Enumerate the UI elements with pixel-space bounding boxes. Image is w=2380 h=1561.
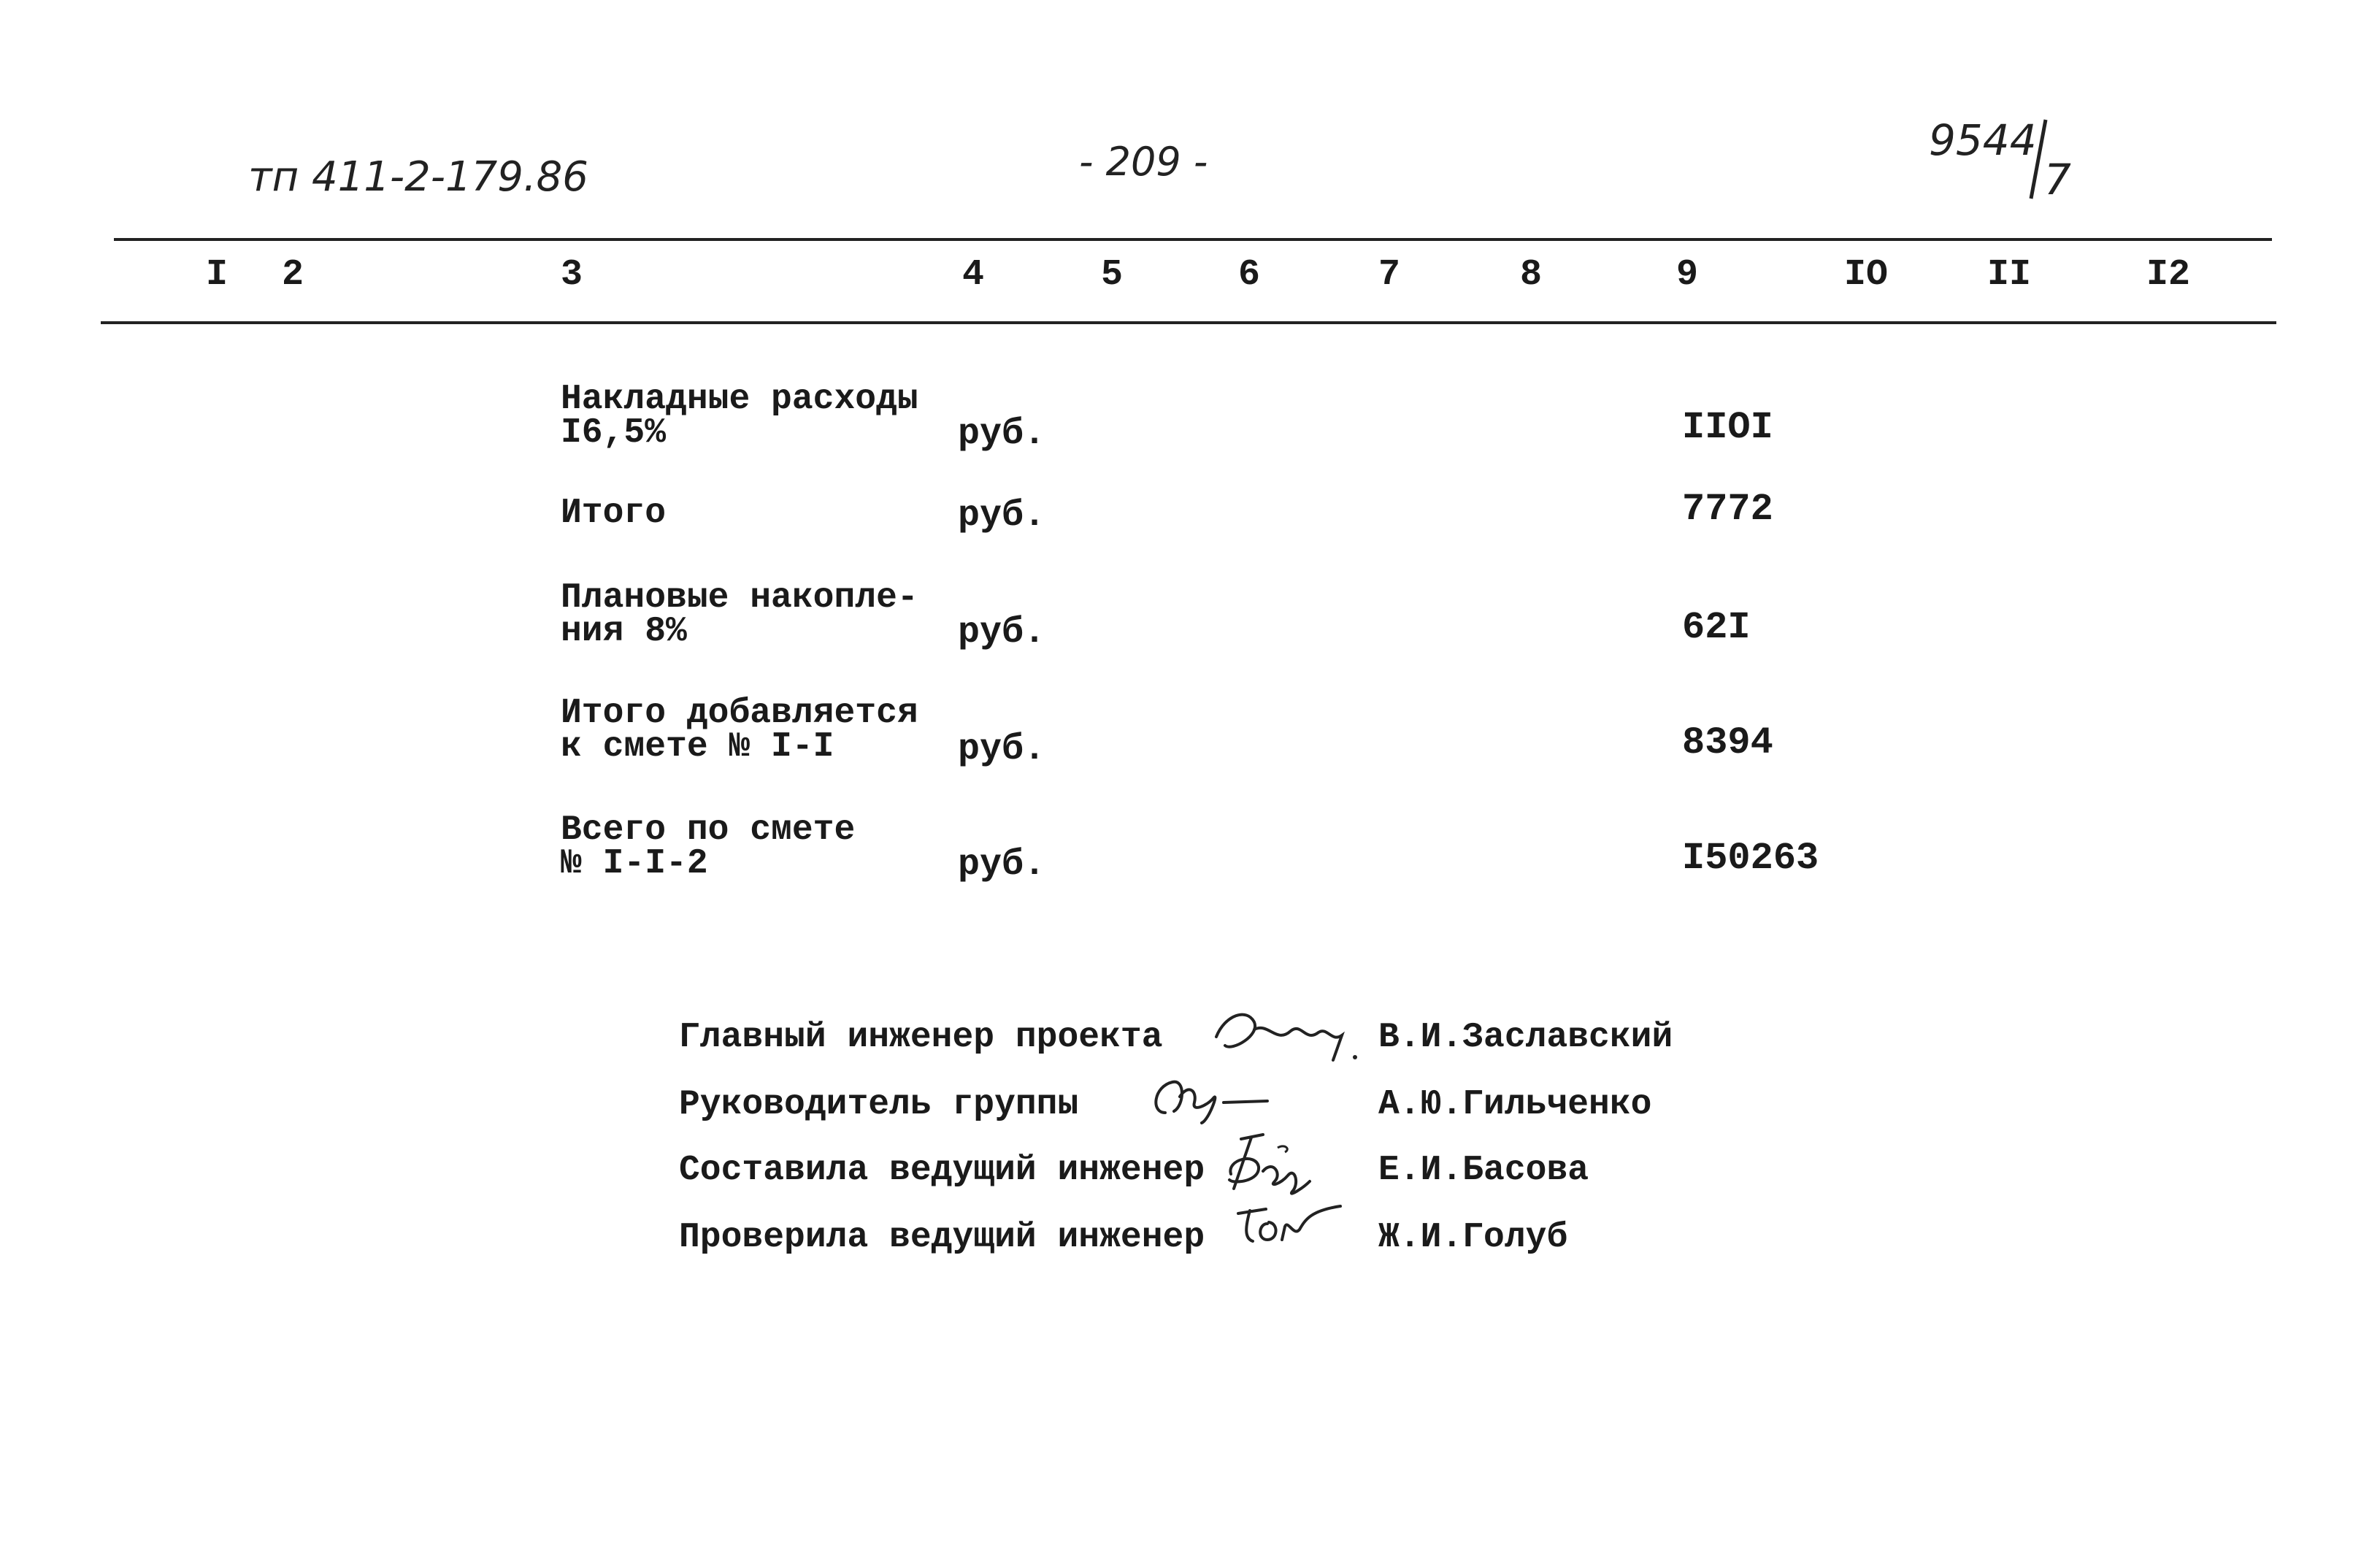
row-value: 7772 [1682, 488, 1773, 531]
column-number: I [206, 254, 229, 296]
page-number: - 209 - [1079, 139, 1208, 185]
column-number: 5 [1101, 254, 1124, 296]
signer-name: Ж.И.Голуб [1378, 1218, 1568, 1257]
column-number: 3 [561, 254, 583, 296]
row-name: Всего по смете № I-I-2 [561, 810, 856, 883]
signer-role: Составила ведущий инженер [679, 1151, 1205, 1190]
column-number: 2 [282, 254, 304, 296]
column-number: 4 [962, 254, 985, 296]
row-unit: руб. [958, 612, 1046, 653]
document-code: тп 411-2-179.86 [248, 153, 588, 201]
row-name: Итого добавляется к смете № I-I [561, 694, 918, 767]
column-number: I2 [2146, 254, 2191, 296]
column-number: 9 [1676, 254, 1699, 296]
table-top-rule [114, 238, 2272, 241]
signer-role: Главный инженер проекта [679, 1018, 1163, 1057]
row-value: IIOI [1682, 406, 1773, 449]
table-header-bottom-rule [101, 321, 2276, 324]
signer-role: Проверила ведущий инженер [679, 1218, 1205, 1257]
column-number: IO [1844, 254, 1889, 296]
signer-name: Е.И.Басова [1378, 1151, 1589, 1190]
column-number: 6 [1238, 254, 1261, 296]
row-unit: руб. [958, 413, 1046, 455]
column-number: 8 [1520, 254, 1543, 296]
row-name: Плановые накопле- ния 8% [561, 578, 918, 651]
row-unit: руб. [958, 729, 1046, 770]
signer-name: В.И.Заславский [1378, 1018, 1673, 1057]
column-number: 7 [1378, 254, 1401, 296]
column-number: II [1987, 254, 2032, 296]
row-name: Накладные расходы I6,5% [561, 380, 918, 453]
sheet-number-bottom: 7 [2044, 155, 2071, 204]
row-value: 8394 [1682, 721, 1773, 764]
sheet-number-top: 9544 [1929, 115, 2037, 165]
signer-name: А.Ю.Гильченко [1378, 1085, 1652, 1124]
handwritten-signature [1224, 1197, 1348, 1256]
handwritten-signature [1203, 1000, 1364, 1066]
handwritten-signature [1143, 1069, 1282, 1127]
signer-role: Руководитель группы [679, 1085, 1079, 1124]
row-value: 62I [1682, 606, 1751, 649]
row-unit: руб. [958, 495, 1046, 537]
row-name: Итого [561, 494, 667, 533]
row-unit: руб. [958, 844, 1046, 886]
handwritten-signature [1212, 1130, 1321, 1200]
row-value: I50263 [1682, 837, 1819, 880]
